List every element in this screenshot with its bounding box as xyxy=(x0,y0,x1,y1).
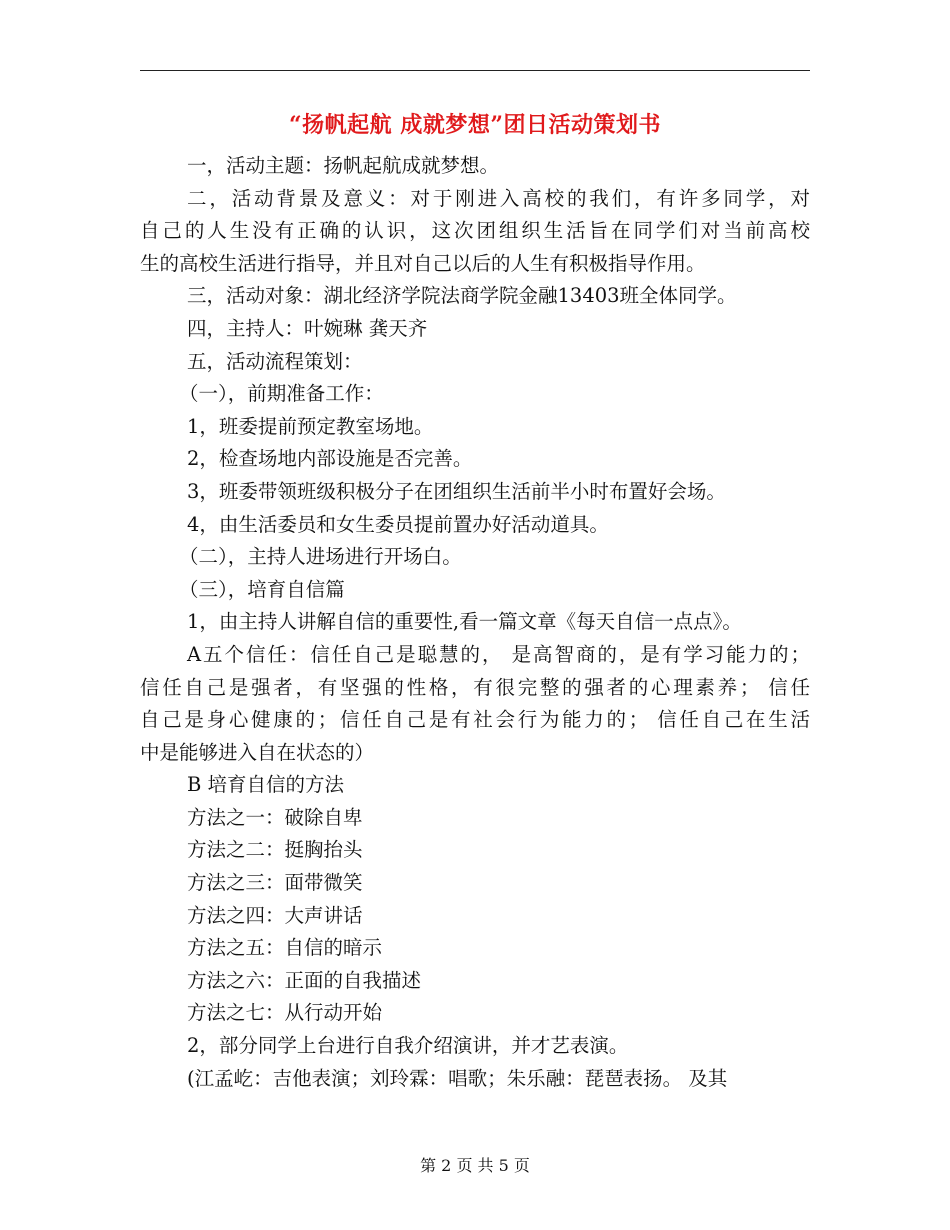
method-line: 方法之七：从行动开始 xyxy=(187,1001,383,1025)
paragraph-line: 3，班委带领班级积极分子在团组织生活前半小时布置好会场。 xyxy=(187,479,726,503)
paragraph-line: 2，部分同学上台进行自我介绍演讲，并才艺表演。 xyxy=(187,1034,629,1058)
paragraph-line: 自己的人生没有正确的认识，这次团组织生活旨在同学们对当前高校 xyxy=(140,219,810,243)
method-line: 方法之一：破除自卑 xyxy=(187,805,363,829)
paragraph-line: (江孟屹：吉他表演；刘玲霖：唱歌；朱乐融：琵琶表扬。 及其 xyxy=(187,1066,728,1090)
paragraph-line: （一），前期准备工作： xyxy=(179,382,384,406)
paragraph-line: 五，活动流程策划： xyxy=(187,349,363,373)
paragraph-line: 一，活动主题：扬帆起航成就梦想。 xyxy=(187,154,500,177)
paragraph-line: 1，由主持人讲解自信的重要性,看一篇文章《每天自信一点点》。 xyxy=(187,610,742,634)
paragraph-line: 4，由生活委员和女生委员提前置办好活动道具。 xyxy=(187,512,609,536)
method-line: 方法之四：大声讲话 xyxy=(187,903,363,927)
method-line: 方法之三：面带微笑 xyxy=(187,871,363,895)
paragraph-line: （二），主持人进场进行开场白。 xyxy=(179,545,462,569)
paragraph-line: 三，活动对象：湖北经济学院法商学院金融13403班全体同学。 xyxy=(187,284,737,308)
document-title: “扬帆起航 成就梦想”团日活动策划书 xyxy=(289,112,661,138)
paragraph-line: 1，班委提前预定教室场地。 xyxy=(187,414,434,438)
paragraph-line: 信任自己是强者，有坚强的性格，有很完整的强者的心理素养； 信任 xyxy=(140,675,810,699)
document-body xyxy=(140,150,810,1095)
paragraph-line: 二，活动背景及意义：对于刚进入高校的我们，有许多同学，对 xyxy=(187,186,810,210)
method-line: 方法之二：挺胸抬头 xyxy=(187,838,363,862)
paragraph-line: 四，主持人：叶婉琳 龚天齐 xyxy=(187,316,428,340)
paragraph-line: 生的高校生活进行指导，并且对自己以后的人生有积极指导作用。 xyxy=(140,251,706,275)
page-indicator: 第 2 页 共 5 页 xyxy=(420,1156,530,1175)
method-line: 方法之六：正面的自我描述 xyxy=(187,968,422,992)
paragraph-line: （三），培育自信篇 xyxy=(179,577,345,601)
paragraph-line: 自己是身心健康的；信任自己是有社会行为能力的； 信任自己在生活 xyxy=(140,708,810,732)
paragraph-line: 2，检查场地内部设施是否完善。 xyxy=(187,447,473,471)
paragraph-line: A五个信任：信任自己是聪慧的， 是高智商的，是有学习能力的； xyxy=(187,642,810,666)
method-line: 方法之五：自信的暗示 xyxy=(187,936,383,960)
paragraph-line: 中是能够进入自在状态的） xyxy=(140,740,375,764)
paragraph-line: B 培育自信的方法 xyxy=(187,773,345,797)
header-rule xyxy=(140,70,810,71)
